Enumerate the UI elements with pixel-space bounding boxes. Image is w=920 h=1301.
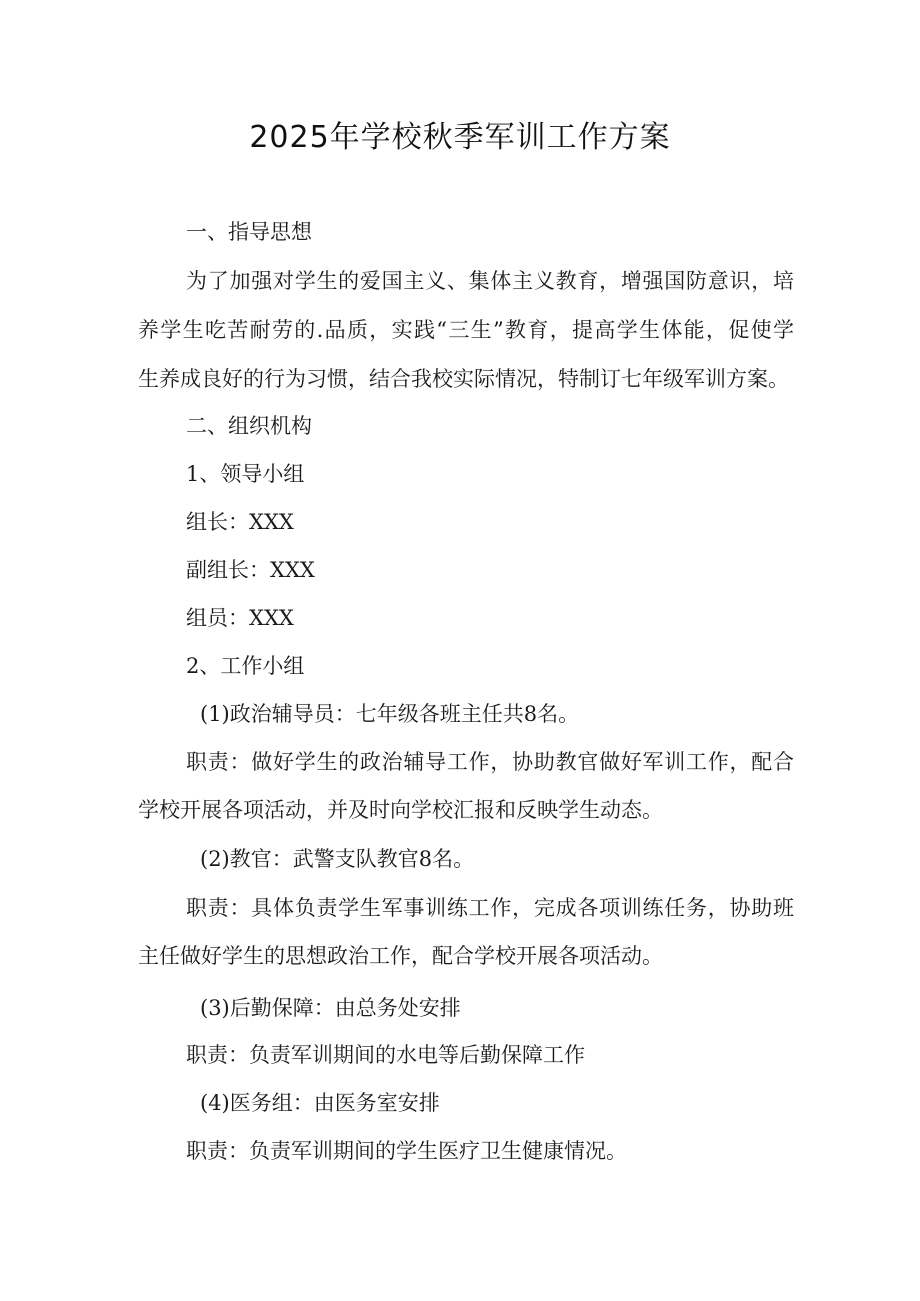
list-item: (3)后勤保障：由总务处安排 (200, 996, 461, 1020)
paragraph-line: 主任做好学生的思想政治工作，配合学校开展各项活动。 (138, 944, 663, 968)
paragraph-line: 学校开展各项活动，并及时向学校汇报和反映学生动态。 (138, 798, 663, 822)
paragraph-line: 职责：具体负责学生军事训练工作，完成各项训练任务，协助班 (186, 896, 794, 920)
leader-line: 组长：XXX (186, 510, 294, 534)
paragraph-line: 生养成良好的行为习惯，结合我校实际情况，特制订七年级军训方案。 (138, 367, 789, 391)
list-item: (1)政治辅导员：七年级各班主任共8名。 (200, 702, 580, 726)
document-title: 2025年学校秋季军训工作方案 (249, 120, 671, 155)
deputy-leader-line: 副组长：XXX (186, 558, 315, 582)
subheading-work-group: 2、工作小组 (186, 654, 305, 678)
paragraph-line: 职责：负责军训期间的学生医疗卫生健康情况。 (186, 1139, 627, 1163)
heading-organization: 二、组织机构 (186, 414, 312, 438)
member-line: 组员：XXX (186, 606, 294, 630)
paragraph-line: 职责：做好学生的政治辅导工作，协助教官做好军训工作，配合 (186, 750, 794, 774)
heading-guiding-ideology: 一、指导思想 (186, 220, 312, 244)
subheading-leadership-group: 1、领导小组 (186, 462, 305, 486)
list-item: (2)教官：武警支队教官8名。 (200, 847, 475, 871)
paragraph-line: 职责：负责军训期间的水电等后勤保障工作 (186, 1043, 585, 1067)
paragraph-line: 为了加强对学生的爱国主义、集体主义教育，增强国防意识，培 (186, 269, 794, 293)
paragraph-line: 养学生吃苦耐劳的.品质，实践“三生”教育，提高学生体能，促使学 (138, 318, 794, 342)
list-item: (4)医务组：由医务室安排 (200, 1091, 440, 1115)
